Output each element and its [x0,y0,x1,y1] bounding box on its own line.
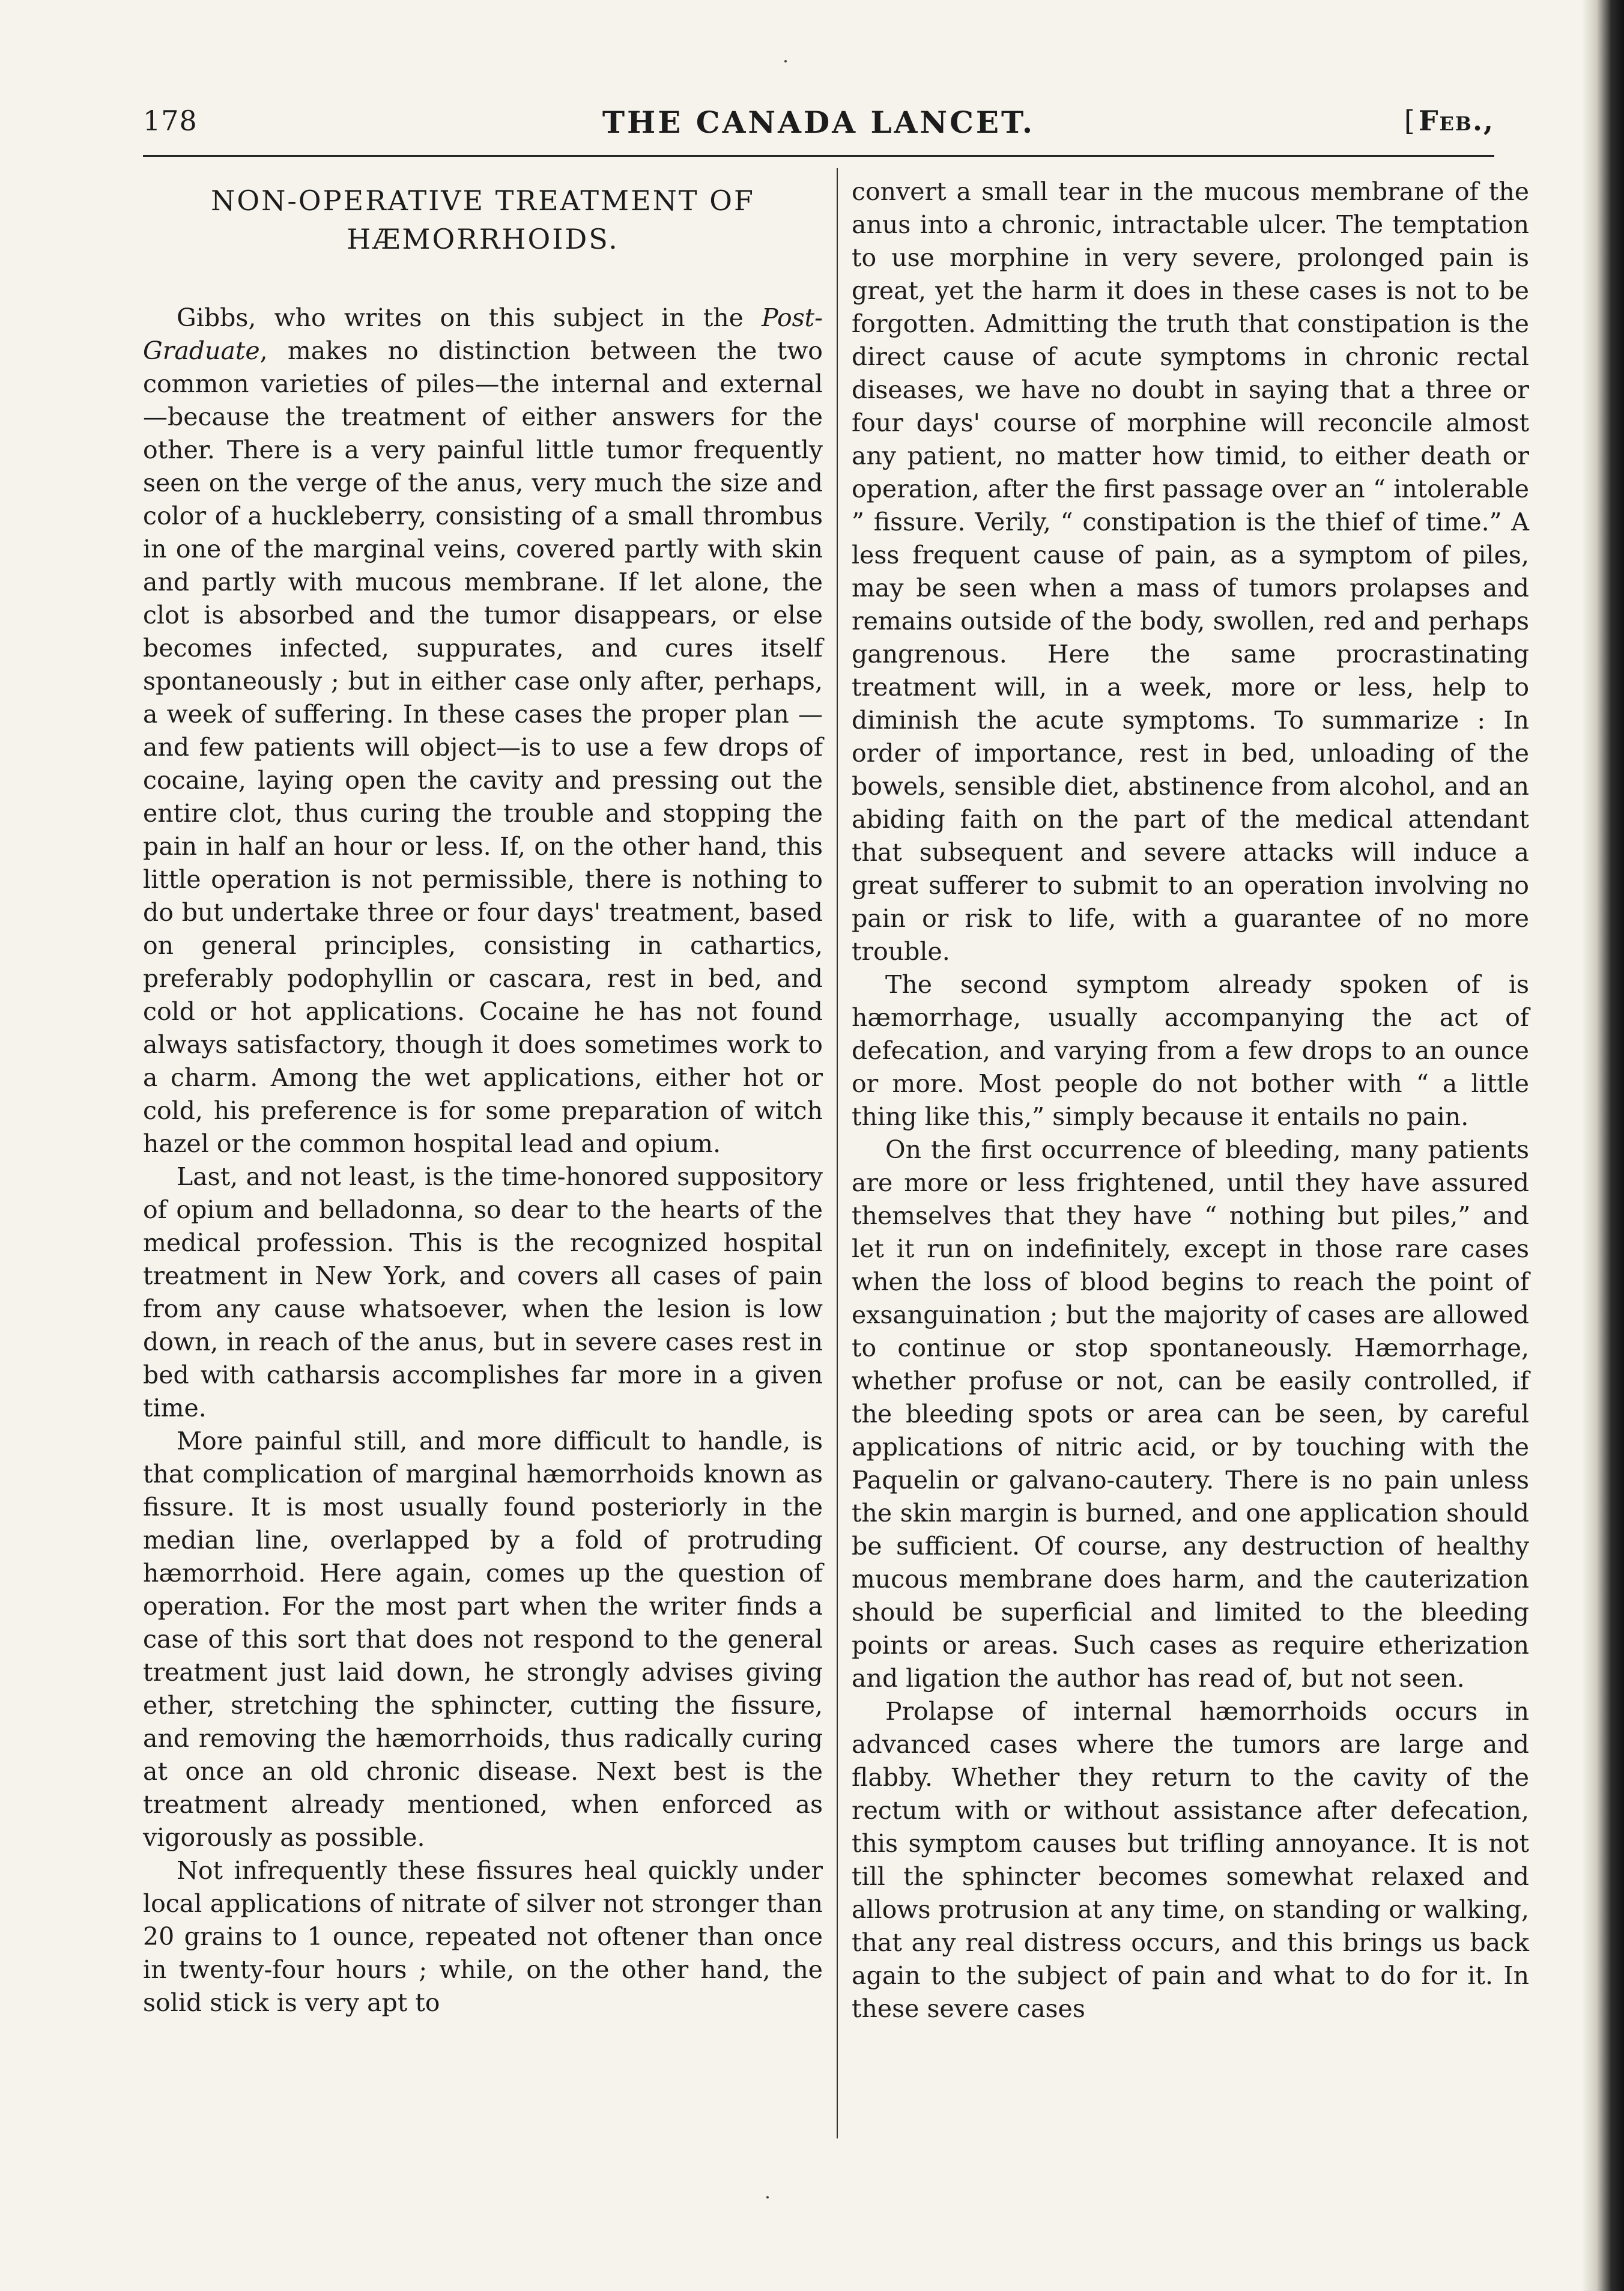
print-speck [766,2196,769,2198]
paragraph-4: Not infrequently these fissures heal quickly under local applications of nitrate of silver not stronger than 20 grains to 1 ounce, repeated not oftener than once in twenty-four hours ; while, on the other hand, the solid stick is very apt to [143,1856,823,2017]
page-binding-edge [1582,0,1624,2291]
paragraph-1-rest: , makes no distinction between the two common varieties of piles—the internal and external—because the treatment of either answers for the other. There is a very painful little tumor frequently seen on the verge of the anus, very much the size and color of a huckleberry, consisting of a small thrombus in one of the marginal veins, covered partly with skin and partly with mucous membrane. If let alone, the clot is absorbed and the tumor disappears, or else becomes infected, suppurates, and cures itself spontaneously ; but in either case only after, perhaps, a week of suffering. In these cases the proper plan —and few patients will object—is to use a few drops of cocaine, laying open the cavity and pressing out the entire clot, thus curing the trouble and stopping the pain in half an hour or less. If, on the other hand, this little operation is not permissible, there is nothing to do but undertake three or four days' treatment, based on general principles, consisting in cathartics, preferably podophyllin or cascara, rest in bed, and cold or hot applications. Cocaine he has not found always satisfactory, though it does sometimes work to a charm. Among the wet applications, either hot or cold, his preference is for some preparation of witch hazel or the common hospital lead and opium. [143,336,823,1158]
source-journal: Post-Graduate [143,303,823,365]
paragraph-1 [143,302,823,1161]
paragraph-8: Prolapse of internal hæmorrhoids occurs in advanced cases where the tumors are large and flabby. Whether they return to the cavity of the rectum with or without assistance after defecation, this symptom causes but trifling annoyance. It is not till the sphincter becomes somewhat relaxed and allows protrusion at any time, on standing or walking, that any real distress occurs, and this brings us back again to the subject of pain and what to do for it. In these severe cases [852,1697,1529,2023]
page-number: 178 [143,105,198,137]
journal-title: THE CANADA LANCET. [602,105,1035,140]
article-title [143,181,823,258]
paragraph-7: On the first occurrence of bleeding, many patients are more or less frightened, until they have assured themselves that they have “ nothing but piles,” and let it run on indefinitely, except in those rare cases when the loss of blood begins to reach the point of exsanguination ; but the majority of cases are allowed to continue or stop spontaneously. Hæmorrhage, whether profuse or not, can be easily controlled, if the bleeding spots or area can be seen, by careful applications of nitric acid, or by touching with the Paquelin or galvano-cautery. There is no pain unless the skin margin is burned, and one application should be sufficient. Of course, any destruction of healthy mucous membrane does harm, and the cauterization should be superficial and limited to the bleeding points or areas. Such cases as require etherization and ligation the author has read of, but not seen. [852,1135,1529,1693]
print-speck [784,60,787,62]
article-title-line-2: HÆMORRHOIDS. [347,223,619,255]
article-title-line-1: NON-OPERATIVE TREATMENT OF [211,184,755,217]
paragraph-3: More painful still, and more difficult to handle, is that complication of marginal hæmorrhoids known as fissure. It is most usually found posteriorly in the median line, overlapped by a fold of protruding hæmorrhoid. Here again, comes up the question of operation. For the most part when the writer finds a case of this sort that does not respond to the general treatment just laid down, he strongly advises giving ether, stretching the sphincter, cutting the fissure, and removing the hæmorrhoids, thus radically curing at once an old chronic disease. Next best is the treatment already mentioned, when enforced as vigorously as possible. [143,1427,823,1852]
paragraph-6: The second symptom already spoken of is hæmorrhage, usually accompanying the act of defecation, and varying from a few drops to an ounce or more. Most people do not bother with “ a little thing like this,” simply because it entails no pain. [852,970,1529,1131]
left-column [143,168,823,2019]
paragraph-2: Last, and not least, is the time-honored suppository of opium and belladonna, so dear to the hearts of the medical profession. This is the recognized hospital treatment in New York, and covers all cases of pain from any cause whatsoever, when the lesion is low down, in reach of the anus, but in severe cases rest in bed with catharsis accomplishes far more in a given time. [143,1162,823,1422]
header-rule [143,155,1494,157]
issue-month: [ Feb., [1404,105,1494,137]
paragraph-5: convert a small tear in the mucous membrane of the anus into a chronic, intractable ulcer. The temptation to use morphine in very severe, prolonged pain is great, yet the harm it does in these cases is not to be forgotten. Admitting the truth that constipation is the direct cause of acute symptoms in chronic rectal diseases, we have no doubt in saying that a three or four days' course of morphine will reconcile almost any patient, no matter how timid, to either death or operation, after the first passage over an “ intolerable ” fissure. Verily, “ constipation is the thief of time.” A less frequent cause of pain, as a symptom of piles, may be seen when a mass of tumors prolapses and remains outside of the body, swollen, red and perhaps gangrenous. Here the same procrastinating treatment will, in a week, more or less, help to diminish the acute symptoms. To summarize : In order of importance, rest in bed, unloading of the bowels, sensible diet, abstinence from alcohol, and an abiding faith on the part of the medical attendant that subsequent and severe attacks will induce a great sufferer to submit to an operation involving no pain or risk to life, with a guarantee of no more trouble. [852,177,1529,966]
paragraph-1-start: Gibbs, who writes on this subject in the [177,303,762,332]
column-divider [837,168,838,2138]
running-header [143,102,1494,144]
right-column [852,175,1529,2025]
